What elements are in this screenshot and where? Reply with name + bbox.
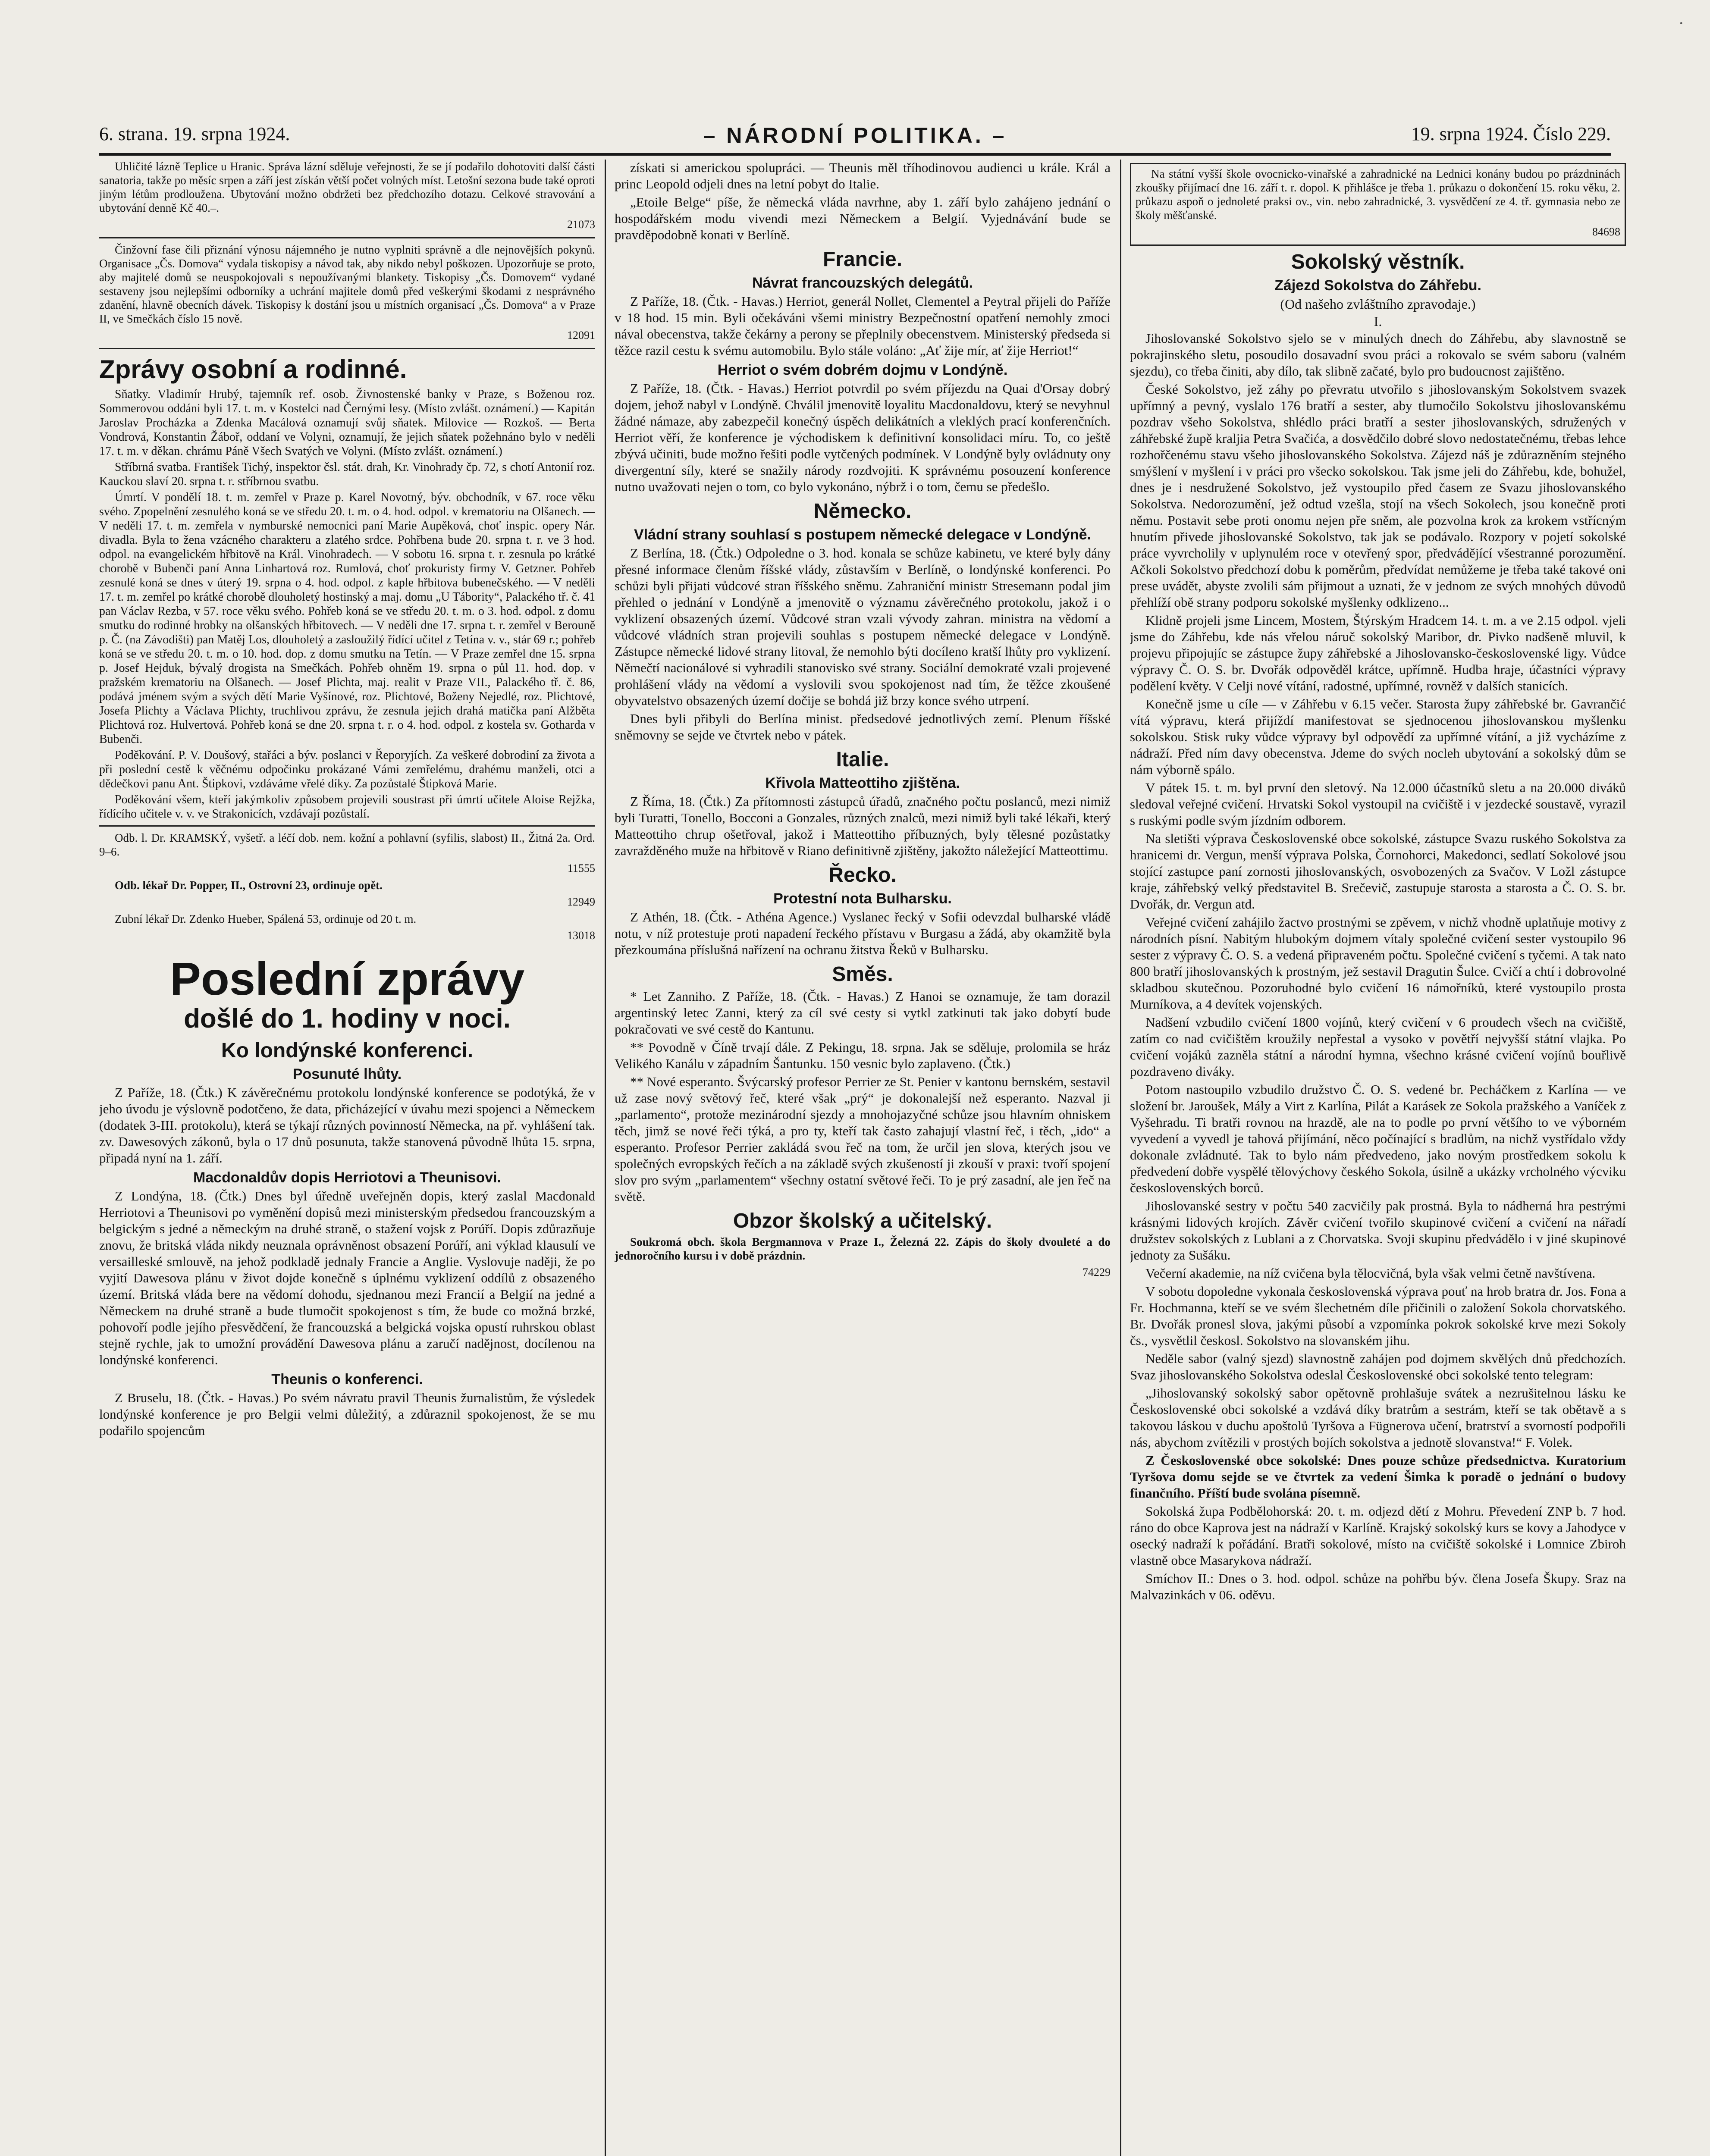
article-paragraph: Jihoslovanské sestry v počtu 540 zacvičily pak prostná. Byla to nádherná hra pestrými krásnými lidových krojích. Závěr cvičení tvořilo skupinové cvičení a cvičení na nářadí družstev sokolských z Lublani a z Chorvatska. Svoji skupinu předvádělo i v jiné skupinové jednoty za Sušáku. [1130,1198,1626,1263]
masthead-title: – NÁRODNÍ POLITIKA. – [703,123,1007,147]
divider [99,237,595,238]
section-heading-school: Obzor školský a učitelský. [733,1210,992,1232]
advert-number: 13018 [567,929,595,942]
article-paragraph: Potom nastoupilo vzbudilo družstvo Č. O. S. vedené br. Pecháčkem z Karlína — ve složení br. Jaroušek, Mály a Virt z Karlína, Pilát a Karásek ze Sokola pražského a Vaníček z Vyšehradu. Ti bratři rovnou na hrazdě, ale na to podle po první většího to ve výborném vyvedení a vyvedl je tahová přijímání, něco počínající s bradlům, na nichž vystřídalo vždy dokonale zvládnuté. Tak to bylo nám předvedeno, jako novým prostředkem sokolu k předvedení dobře vyspělé tělovýchovy českého Sokola, úsilně a ukázky vrcholného výcviku československých borců. [1130,1082,1626,1195]
headline-latest-news-sub: došlé do 1. hodiny v noci. [184,1004,511,1034]
article-paragraph: Z Paříže, 18. (Čtk. - Havas.) Herriot, generál Nollet, Clementel a Peytral přijeli do Paříže v 18 hod. 15 min. Byli očekáváni všemi ministry Bezpečnostní opatření nemohly zmoci nával obecenstva, takže čekárny a perony se přeplnily obecenstvem. Ministerský předseda si těžce razil cestu k svému automobilu. Bylo stále voláno: „Ať žije mír, ať žije Herriot!“ [615,294,1111,358]
article-paragraph: Poděkování všem, kteří jakýmkoliv způsobem projevili soustrast při úmrtí učitele Aloise Rejžka, řídícího učitele v. v. ve Strakonicích, vzdávají pozůstalí. [99,793,595,821]
article-paragraph: Z Říma, 18. (Čtk.) Za přítomnosti zástupců úřadů, značného počtu poslanců, mezi nimiž byli Turatti, Tonello, Bocconi a Gonzales, různých znalců, mezi nimiž byli také lékaři, který Matteottiho chrup ošetřoval, jakož i Matteottiho příbuzných, byly tělesné pozůstatky zavražděného muže na hřbitově v Riano definitivně zjištěny, jakožto náležející Matteottimu. [615,794,1111,858]
article-paragraph: Jihoslovanské Sokolstvo sjelo se v minulých dnech do Záhřebu, aby slavnostně se pokrajinského sletu, posoudilo dosavadní svou práci a rokovalo se svém saboru (valném sjezdu), co třeba činiti, aby dílo, tak slibně začaté, bylo pro budoucnost zajištěno. [1130,331,1626,379]
article-heading: Ko londýnské konferenci. [221,1039,474,1062]
article-byline: (Od našeho zvláštního zpravodaje.) [1280,296,1476,312]
article-paragraph: Z Československé obce sokolské: Dnes pouze schůze předsednictva. Kuratorium Tyršova domu sejde se ve čtvrtek za vedení Šimka k poradě o jednání o budovy finančního. Příští bude svolána písemně. [1130,1453,1626,1501]
article-paragraph: Z Londýna, 18. (Čtk.) Dnes byl úředně uveřejněn dopis, který zaslal Macdonald Herriotovi a Theunisovi po vyměnění dopisů mezi ministerským předsedou francouzským a belgickým s jedné a německým na druhé straně, o stažení vojsk z Porúří. Dopis zdůrazňuje znovu, že britská vláda nikdy neuznala oprávněnost obsazení Porúří, ani výklad klausulí ve versailleské smlouvě, na jehož podkladě jednaly Francie a Anglie. Vyslovuje naději, že po vyjití Dawesova plánu v život dojde konečně s úplnému vyklizení oddílů z obsazeného území. Britská vláda bere na vědomí dohodu, sjednanou mezi Francií a Belgií na jedné a Německem na druhé straně a bude tlumočit spokojenost s tím, že bude co možná brzké, pohovoří podle jejího přesvědčení, že francouzská a belgická vojska opustí ruhrskou oblast stejně rychle, jak to umožní provádění Dawesova plánu a zaručí nadějnost, docílenou na londýnské konferenci. [99,1188,595,1367]
article-paragraph: České Sokolstvo, jež záhy po převratu utvořilo s jihoslovanským Sokolstvem svazek upřímný a pevný, vyslalo 176 bratří a sester, aby tlumočilo Sokolstvu jihoslovanskému pozdrav všeho Sokolstva, shlédlo práci bratří a sester jihoslovanských, sdružených v záhřebské župě kraljia Petra Svačića, a dosvědčilo dobré slovo nedostatečnému, třebas lehce rozhořčenému stavu všeho jihoslovanského Sokolstva. Zájezd náš je zdůrazněním stejného smýšlení v myšlení i v práci pro všecko sokolskou. Tak jsme jeli do Záhřebu, kde, bohužel, dnes je i nesdružené Sokolstvo, jež vystoupilo před časem ze Svazu jihoslovanského Sokolstva. Nedorozumění, jež odtud vzešla, stojí na všech Sokolech, jsou konečně proti němu. Postavit sebe proti onomu nejen pře sněm, ale pozvolna krok za krokem vstřícným hnutím přivede jihoslovanské Sokolstvo, tak jak se podávalo. Rozpory v pojetí sokolské práce vyvrcholily v uplynulém roce v otevřený spor, předvádějící všestranné porozumění. Ačkoli Sokolstvo předchozí dobu k poměrům, předvídat nemůžeme je třeba také takové oni prese uvádět, abyste zvolili sám přijmout a uznati, že v jednom ze svých mnohých důvodů přehlíží obě strany podporu sokolské myšlenky odklizeno... [1130,382,1626,610]
article-paragraph: Klidně projeli jsme Lincem, Mostem, Štýrským Hradcem 14. t. m. a ve 2.15 odpol. vjeli jsme do Záhřebu, kde nás vřelou náruč sokolský Maribor, dr. Pivko nadšeně mluvil, k projevu připojujíc se zástupce župy záhřebské a Jihoslovansko-československé ligy. Vůdce výpravy Č. O. S. br. Dvořák odpověděl krátce, upřímně. Hudba hraje, účastníci výpravy podělení květy. V Celji nové vítání, radostné, upřímné, rovněž v dalších stanicích. [1130,613,1626,693]
column-2 [615,160,1111,2156]
article-paragraph: Úmrtí. V pondělí 18. t. m. zemřel v Praze p. Karel Novotný, býv. obchodník, v 67. roce věku svého. Zpopelnění zesnulého koná se ve středu 20. t. m. o 4. hod. odpol. v krematoriu na Olšanech. — V neděli 17. t. m. zemřela v nymburské nemocnici paní Marie Aupěková, choť inspic. opery Nár. divadla. Byla to žena vzácného charakteru a zlatého srdce. Pohřbena bude 20. srpna t. r. ve 3 hod. odpol. na evangelickém hřbitově na Král. Vinohradech. — V sobotu 16. srpna t. r. zesnula po krátké chorobě v Bubenči paní Anna Linhartová roz. Rumlová, choť prokuristy firmy V. Getzner. Pohřeb zesnulé koná se dnes v úterý 19. srpna o 4. hod. odpol. z kaple hřbitova bubenečského. — V neděli 17. t. m. zemřel po krátké chorobě dlouholetý hostinský a maj. domu „U Tábority“, Palackého tř. č. 41 pan Václav Rezba, v 57. roce věku svého. Pohřeb koná se ve středu 20. t. m. o 3. hod. odpol. z domu smutku do rodinné hrobky na olšanských hřbitovech. — V neděli dne 17. srpna t. r. zemřel v Berouně p. Č. (na Závodišti) pan Matěj Los, dlouholetý a zasloužilý řídící učitel z Tetína v. v., stár 69 r.; pohřeb koná se ve středu 20. t. m. o 10. hod. dop. z domu smutku na Tetín. — V Praze zemřel dne 15. srpna p. Josef Hejduk, bývalý drogista na Smečkách. Pohřeb ohněm 19. srpna o půl 11. hod. dop. v pražském krematoriu na Olšanech. — Josef Plichta, maj. realit v Praze VII., Palackého tř. č. 86, podává jménem svým a svých dětí Marie Vyšínové, roz. Plichtové, Boženy Nejedlé, roz. Plichtové, Josefa Plichty a Václava Plichty, truchlivou zprávu, že zesnula jejich drahá matička paní Alžběta Plichtová roz. Hulvertová. Pohřeb koná se dne 20. srpna t. r. o 4. hod. odpol. z kostela sv. Gotharda v Bubenči. [99,491,595,746]
advert-teplice: Uhličité lázně Teplice u Hranic. Správa lázní sděluje veřejnosti, že se jí podařilo dohotoviti další části sanatoria, takže po měsíc srpen a září jest získán větší počet volných míst. Letošní sezona bude také oproti jiným létům prodloužena. Ubytování možno obdržeti bez předchozího dotazu. Celkové stravování a ubytování denně Kč 40.–. [99,160,595,214]
section-heading-greece: Řecko. [828,864,897,887]
column-1 [99,160,595,2156]
article-paragraph: Konečně jsme u cíle — v Záhřebu v 6.15 večer. Starosta župy záhřebské br. Gavrančić vítá výpravu, která přijíždí manifestovat se sjednocenou jihoslovanskou myšlenku sokolskou. Stisk ruky vůdce výpravy byl odpovědí za upřímné vítání, a již vycházíme z nádraží. Před ním davy obecenstva. Jdeme do svých nocleh ubytování a sokolský dům se nám výborně spálo. [1130,696,1626,777]
article-subheading: Zájezd Sokolstva do Záhřebu. [1274,277,1481,294]
article-subheading: Protestní nota Bulharsku. [773,890,952,907]
article-subheading: Návrat francouzských delegátů. [752,275,973,291]
article-paragraph: Z Athén, 18. (Čtk. - Athéna Agence.) Vyslanec řecký v Sofii odevzdal bulharské vládě notu, v níž protestuje proti napadení řeckého přístavu v Burgasu a žádá, aby okamžitě byla přezkoumána příslušná nařízení na ochranu žitstva Řeků v Bulharsku. [615,909,1111,957]
article-paragraph: Nadšení vzbudilo cvičení 1800 vojínů, který cvičení v 6 proudech všech na cvičiště, zatím co nad cvičištěm kroužily nepřestal a vysoko v povětří nejvyšší státní vlajka. Po cvičení vojáků zazněla státní a národní hymna, všechno krásné cvičení vojínů bouřlivě pozdraveno diváky. [1130,1015,1626,1079]
article-subheading: Posunuté lhůty. [292,1066,402,1082]
article-paragraph: Poděkování. P. V. Doušový, stařáci a býv. poslanci v Řeporyjích. Za veškeré dobrodiní za života a při poslední cestě k věčnému odpočinku prokázané Vámi zemřelému, drahému manželi, otci a dědečkovi panu Ant. Štipkovi, vzdáváme vřelé díky. Za pozůstalé Štipková Marie. [99,749,595,790]
article-paragraph: Veřejné cvičení zahájilo žactvo prostnými se zpěvem, v nichž vhodně uplatňuje motivy z národních písní. Nabitým hlubokým dojmem vítaly společné cvičení sester vystoupilo 96 sester z výpravy Č. O. S. a vedená připraveném počtu. Společné cvičení s tyčemi. A tak nato 800 bratří jihoslovanských k prostným, jež sestavil Dragutin Šulce. Cvičí a chtí i dobrovolné skladbou skutečnou. Pozoruhodné bylo cvičení 16 námořníků, které vystoupilo prosta Murníkova, a 4 devítek vojenských. [1130,915,1626,1012]
article-paragraph: Z Berlína, 18. (Čtk.) Odpoledne o 3. hod. konala se schůze kabinetu, ve které byly dány přesné informace členům říšské vlády, zůstavším v Berlíně, o londýnské konferenci. Po schůzi byli přijati vůdcové stran říšského sněmu. Zahraniční ministr Stresemann podal jim přehled o jednání v Londýně a jmenovitě o významu závěrečného protokolu, jakož i o vyklizení obsazených území. Vůdcové stran vzali vývody zahran. ministra na vědomí a vůdcové vládních stran projevili souhlas s postupem německé delegace v Londýně. Zástupce německé lidové strany litoval, že nemohlo býti docíleno kratší lhůty pro vyklizení. Němečtí nacionálové si vyhradili stanovisko své strany. Sociální demokraté vzali projevené prohlášení vlády na vědomí a vyslovili svou spokojenost nad tím, že těžce zkoušené obyvatelstvo obsazených území dočije se bohdá již brzy konce svého utrpení. [615,545,1111,708]
masthead-date-left: 6. strana. 19. srpna 1924. [99,123,290,144]
article-subheading: Macdonaldův dopis Herriotovi a Theunisovi. [193,1169,502,1186]
advert-number: 21073 [567,218,595,231]
advert-bergmann-school: Soukromá obch. škola Bergmannova v Praze I., Železná 22. Zápis do školy dvouleté a do jednoročního kursu i v době prázdnin. [615,1235,1111,1262]
article-paragraph: Z Paříže, 18. (Čtk.) K závěrečnému protokolu londýnské konference se podotýká, že v jeho úvodu je výslovně podotčeno, že data, přicházející v úvahu mezi spojenci a Německem (dodatek 3-III. protokolu), která se týkají různých povinností Německa, na př. vyhlášení tak. zv. Dawesových zákonů, byla o 17 dnů posunuta, takže stanovená původně lhůta 15. srpna, připadá nyní na 1. září. [99,1085,595,1166]
advert-cinzovni: Činžovní fase čili přiznání výnosu nájemného je nutno vyplniti správně a dle nejnovějších pokynů. Organisace „Čs. Domova“ vydala tiskopisy a návod tak, aby nikdo nebyl poškozen. Upozorňuje se proto, aby majitelé domů se neuspokojovali s nepoužívanými blankety. Tiskopisy „Čs. Domovem“ vydané sestaveny jsou nejlepšími odborníky a uchrání majitele domů před veškerými škodami z nesprávného zdanění, hlavně obecních dávek. Tiskopisy k dostání jsou u místních organisací „Čs. Domova“ a v Praze II, ve Smečkách číslo 15 nově. [99,243,595,325]
advert-number: 84698 [1592,226,1620,238]
section-heading-personal: Zprávy osobní a rodinné. [99,355,407,384]
advert-number: 12091 [567,329,595,342]
article-subheading: Vládní strany souhlasí s postupem německé delegace v Londýně. [634,526,1091,543]
article-paragraph: V sobotu dopoledne vykonala československá výprava pouť na hrob bratra dr. Jos. Fona a Fr. Hochmanna, kteří se ve svém šlechetném díle přičinili o založení Sokola chorvatského. Br. Dvořák pronesl slova, jakými působí a vzpomínka pokrok sokolské krve mezi Sokoly čs., vysvětlil českosl. Sokolstvo na slovanském jihu. [1130,1284,1626,1348]
section-heading-sokol: Sokolský věstník. [1291,251,1465,273]
section-heading-germany: Německo. [813,500,912,523]
article-paragraph: Smíchov II.: Dnes o 3. hod. odpol. schůze na pohřbu býv. člena Josefa Škupy. Sraz na Malvazinkách v 06. oděvu. [1130,1571,1626,1602]
advert-number: 74229 [1082,1266,1111,1279]
corner-mark: · [1678,13,1684,33]
article-paragraph: Z Bruselu, 18. (Čtk. - Havas.) Po svém návratu pravil Theunis žurnalistům, že výsledek londýnské konference je pro Belgii velmi důležitý, a zdůraznil spokojenost, že se mu podařilo spojencům [99,1390,595,1438]
column-3 [1130,160,1626,2156]
article-paragraph: Z Paříže, 18. (Čtk. - Havas.) Herriot potvrdil po svém příjezdu na Quai d'Orsay dobrý dojem, jehož nabyl v Londýně. Chválil jmenovitě loyalitu Macdonaldovu, který se nevyhnul žádné námaze, aby zabezpečil konečný úspěch delikátních a vleklých prací konferenčních. Herriot věří, že konference je východiskem k definitivní konsolidaci míru. To, co ještě zbývá učiniti, bude možno řešiti podle vytčených podmínek. V Londýně byly ovládnuty ony divergentní síly, které se snažily národy rozdvojiti. K správnému posouzení konference nutno uvažovati nejen o tom, co bylo vykonáno, nýbrž i o tom, čemu se předešlo. [615,381,1111,494]
article-paragraph: získati si americkou spolupráci. — Theunis měl tříhodinovou audienci u krále. Král a princ Leopold odjeli dnes na letní pobyt do Italie. [615,160,1111,191]
divider [99,348,595,349]
article-paragraph: Sňatky. Vladimír Hrubý, tajemník ref. osob. Živnostenské banky v Praze, s Boženou roz. Sommerovou oddáni byli 17. t. m. v Kostelci nad Černými lesy. (Místo zvlášt. oznámení.) — Kapitán Jaroslav Procházka a Zdenka Macálová oznamují svůj sňatek. Milovice — Rozkoš. — Berta Vondrová, Konstantin Žáboř, oddaní ve Volyni, oznamují, že jejich sňatek požehnáno bylo v neděli 17. t. m. v děkan. chrámu Páně Všech Svatých ve Volyni. (Místo zvlášt. oznámení.) [99,388,595,458]
article-subheading: Křivola Matteottiho zjištěna. [765,775,960,791]
article-paragraph: Stříbrná svatba. František Tichý, inspektor čsl. stát. drah, Kr. Vinohrady čp. 72, s chotí Antonií roz. Kauckou slaví 20. srpna t. r. stříbrnou svatbu. [99,461,595,488]
section-heading-france: Francie. [822,248,903,271]
article-paragraph: * Let Zanniho. Z Paříže, 18. (Čtk. - Havas.) Z Hanoi se oznamuje, že tam dorazil argentinský letec Zanni, který za cíl své cesty si vytkl zatkinuti tak jako dobytí bude pokračovati ve své cestě do Kantunu. [615,989,1111,1037]
article-subheading: Herriot o svém dobrém dojmu v Londýně. [717,362,1008,378]
article-paragraph: „Jihoslovanský sokolský sabor opětovně prohlašuje svátek a nezrušitelnou lásku ke Československé obci sokolské a vzdává díky bratrům a sestrám, kteří se tak obětavě a s takovou láskou v duchu apoštolů Tyršova a Fügnerova učení, bratrství a svorností podpořili nás, abychom zvítězili v prostých bojích sokolstva a jednotě slovanstva!“ F. Volek. [1130,1385,1626,1450]
headline-latest-news: Poslední zprávy [169,953,525,1005]
article-paragraph: Večerní akademie, na níž cvičena byla tělocvičná, byla však velmi četně navštívena. [1145,1266,1596,1281]
section-heading-miscellany: Směs. [832,963,893,986]
advert-popper: Odb. lékař Dr. Popper, II., Ostrovní 23, ordinuje opět. [115,879,383,892]
article-paragraph: Na sletišti výprava Československé obce sokolské, zástupce Svazu ruského Sokolstva za hranicemi dr. Vergun, menší výprava Polska, Čornohorci, Makedonci, sedlatí Sokolové jsou stojící zastupce paní zornosti jihoslovanských, osvobozených za Svačov. V Ložl zástupce kraje, záhřebský velký představitel B. Srečevič, zastupuje starosta a starosta a Č. O. S. br. Dvořák, dr. Vergun atd. [1130,831,1626,912]
advert-kramsky: Odb. l. Dr. KRAMSKÝ, vyšetř. a léčí dob. nem. kožní a pohlavní (syfilis, slabost) II., Žitná 2a. Ord. 9–6. [99,831,595,858]
divider [99,825,595,827]
masthead [99,123,1611,156]
masthead-date-right: 19. srpna 1924. Číslo 229. [1411,123,1611,144]
article-paragraph: Dnes byli přibyli do Berlína minist. předsedové jednotlivých zemí. Plenum říšské sněmovny se sejde ve čtvrtek nebo v pátek. [615,711,1111,743]
column-rule [605,160,606,2156]
advert-number: 12949 [567,896,595,908]
advert-box [1130,163,1626,246]
article-paragraph: ** Povodně v Číně trvají dále. Z Pekingu, 18. srpna. Jak se sděluje, prolomila se hráz Velikého Kanálu v západním Šantunku. 150 vesnic bylo zaplaveno. (Čtk.) [615,1040,1111,1071]
article-paragraph: Sokolská župa Podbělohorská: 20. t. m. odjezd dětí z Mohru. Převedení ZNP b. 7 hod. ráno do obce Kaprova jest na nádraží v Karlíně. Krajský sokolský kurs se kovy a Jahodyce v osecký nadraží k pořádání. Bratři sokolové, místo na cvičiště sokolské i Lomnice Zbiroh vlastně obce Masarykova nádraží. [1130,1504,1626,1568]
column-rule [1120,160,1121,2156]
section-heading-italy: Italie. [836,748,889,771]
article-subheading: Theunis o konferenci. [271,1371,423,1388]
article-paragraph: „Etoile Belge“ píše, že německá vláda navrhne, aby 1. září bylo zahájeno jednání o hospodářském modu vivendi mezi Německem a Belgií. Vyjednávání bude se pravděpodobně konati v Berlíně. [615,194,1111,242]
article-paragraph: Neděle sabor (valný sjezd) slavnostně zahájen pod dojmem skvělých dnů předchozích. Svaz jihoslovanského Sokolstva odeslal Československé obci sokolské tento telegram: [1130,1351,1626,1382]
article-paragraph: ** Nové esperanto. Švýcarský profesor Perrier ze St. Penier v kantonu bernském, sestavil už zase nový světový řeč, které však „prý“ je dokonalejší než esperanto. Nazval ji „parlamento“, protože mezinárodní sjezdy a mnohojazyčné schůze jsou hlavním ohniskem těch, jimž se nové řeči týká, a pro ty, kteří tak často zahajují vlastní řeč, i těch, „ido“ a esperanto. Profesor Perrier zakládá svou řeč na tom, že určil jen slova, kterých jsou ve společných evropských řečích a na základě svých zkušeností ji zkouší v praxi: tvoří spojení slov pro svým „parlamentem“ všechny ostatní světové řeči. To je prý zasadní, ale jen řeč na světě. [615,1074,1111,1204]
article-paragraph: V pátek 15. t. m. byl první den sletový. Na 12.000 účastníků sletu a na 20.000 diváků sledoval veřejné cvičení. Hrvatski Sokol vystoupil na cvičiště i v jezdecké soustavě, vyrazil s ruskými podle svým jízdním odborem. [1130,780,1626,828]
part-number: I. [1374,313,1382,329]
advert-hueber: Zubní lékař Dr. Zdenko Hueber, Spálená 53, ordinuje od 20 t. m. [115,912,417,925]
advert-number: 11555 [567,862,595,874]
advert-lednice: Na státní vyšší škole ovocnicko-vinařské a zahradnické na Lednici konány budou po prázdninách zkoušky přijímací dne 16. září t. r. dopol. K přihlášce je třeba 1. průkazu o dokončení 15. roku věku, 2. průkazu aspoň o jednoleté praksi ov., vin. nebo zahradnické, 3. vysvědčení ze 4. tř. gymnasia nebo ze školy měšťanské. [1136,167,1620,222]
